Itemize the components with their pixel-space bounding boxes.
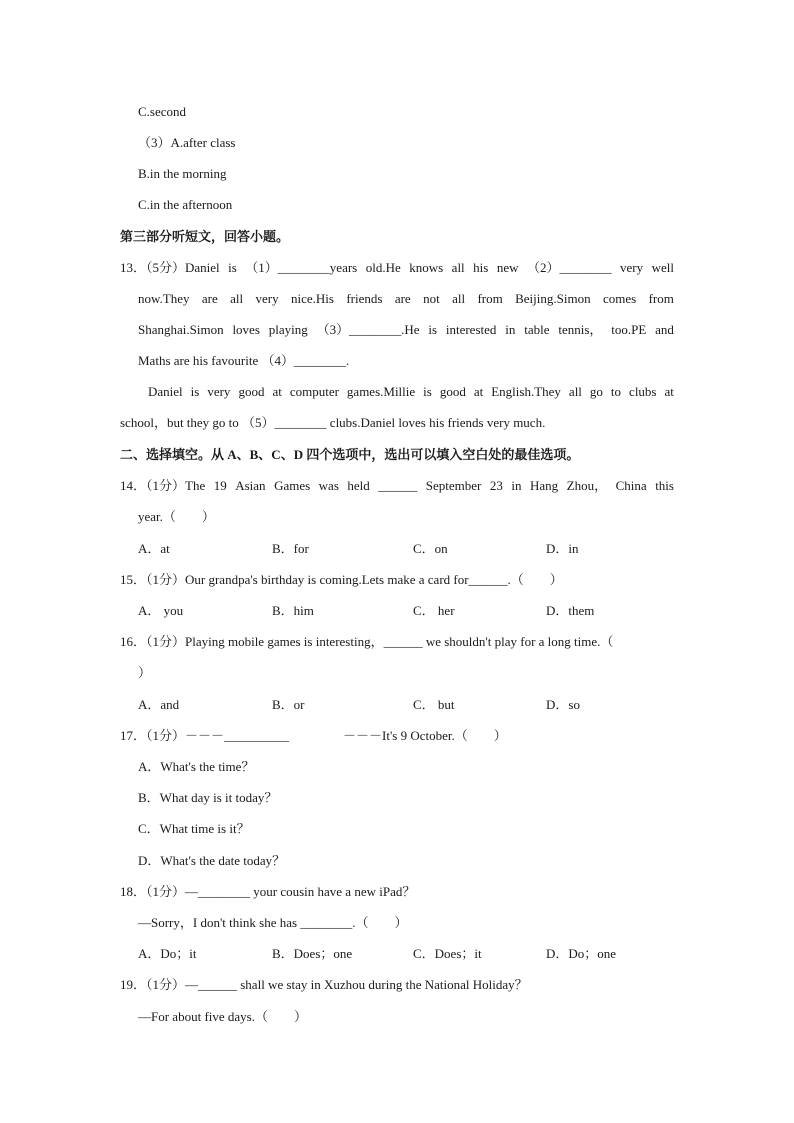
- part3-heading: 第三部分听短文，回答小题。: [120, 229, 290, 244]
- q14-word: Asian: [235, 478, 266, 493]
- q13-line3: [138, 321, 674, 339]
- q13-blank-3: （3）________.He: [316, 322, 420, 337]
- q13-word: are: [394, 291, 411, 306]
- q15-option-d[interactable]: D．them: [546, 603, 595, 618]
- q18-option-c[interactable]: C．Does；it: [413, 946, 482, 961]
- q14-option-c[interactable]: C．on: [413, 541, 448, 556]
- option-line: C.in the afternoon: [138, 197, 233, 212]
- q13-word: knows: [409, 260, 444, 275]
- q13-word: old.He: [365, 260, 401, 275]
- q13-word: table: [524, 322, 550, 337]
- q14-word: September: [425, 478, 482, 493]
- q15-option-a[interactable]: A． you: [138, 603, 184, 618]
- q13-word: from: [477, 291, 503, 306]
- q14-stem: [120, 477, 674, 495]
- q13-blank-2: （2）________: [526, 260, 612, 275]
- q16-stem-line2: ）: [138, 665, 152, 680]
- q13-word: is: [228, 260, 237, 275]
- q14-stem-line2: year.（ ）: [138, 509, 215, 524]
- q13-word: very: [619, 260, 644, 275]
- q18-option-d[interactable]: D．Do；one: [546, 946, 617, 961]
- option-line: （3）A.after class: [138, 135, 236, 150]
- q13-word: loves: [232, 322, 260, 337]
- q14-word: Games: [274, 478, 311, 493]
- q18-stem-line2: —Sorry，I don't think she has ________.（ ）: [138, 915, 408, 930]
- q17-stem-left: 17．（1分）－－－__________: [120, 728, 290, 743]
- q13-blank-1: （1）________years: [245, 260, 358, 275]
- q14-blank: ______: [378, 478, 418, 493]
- q13-line2: [138, 290, 674, 308]
- q14-word: held: [347, 478, 370, 493]
- q13-word: interested: [445, 322, 497, 337]
- q13-line1: [120, 259, 674, 277]
- q14-option-a[interactable]: A．at: [138, 541, 170, 556]
- q13-word: in: [505, 322, 516, 337]
- q13-word: all: [230, 291, 244, 306]
- q13-word: friends: [346, 291, 383, 306]
- q14-word: was: [318, 478, 339, 493]
- q13-word: comes: [602, 291, 637, 306]
- q13-word: not: [423, 291, 440, 306]
- q17-option-a[interactable]: A．What's the time？: [138, 759, 255, 774]
- q13-word: good: [439, 384, 466, 399]
- q13-word: very: [207, 384, 231, 399]
- q13-word: Beijing.Simon: [515, 291, 591, 306]
- q13-word: playing: [268, 322, 308, 337]
- q13-word: go: [589, 384, 603, 399]
- q13-word: now.They: [138, 291, 190, 306]
- q17-stem-right: －－－It's 9 October.（ ）: [343, 728, 507, 743]
- q13-word: good: [238, 384, 265, 399]
- q13-line4: Maths are his favourite （4）________.: [138, 353, 350, 368]
- option-line: C.second: [138, 104, 187, 119]
- q13-word: tennis，: [558, 322, 603, 337]
- option-line: B.in the morning: [138, 166, 227, 181]
- q13-word: is: [190, 384, 200, 399]
- q13-word: from: [648, 291, 674, 306]
- q13-word: all: [451, 260, 465, 275]
- q14-word: Zhou，: [566, 478, 608, 493]
- q13-word: at: [272, 384, 282, 399]
- q13-word: all: [568, 384, 582, 399]
- q14-word: 19: [213, 478, 227, 493]
- q17-option-d[interactable]: D．What's the date today？: [138, 853, 286, 868]
- q13-word: at: [664, 384, 674, 399]
- q14-word: in: [511, 478, 522, 493]
- q13-word: are: [201, 291, 218, 306]
- q16-option-a[interactable]: A．and: [138, 697, 180, 712]
- q13-word: is: [423, 384, 432, 399]
- q13-word: Daniel: [148, 384, 183, 399]
- q14-option-b[interactable]: B．for: [272, 541, 309, 556]
- q14-word: 23: [489, 478, 503, 493]
- q14-option-d[interactable]: D．in: [546, 541, 579, 556]
- q13-word: very: [255, 291, 279, 306]
- q13-word: nice.His: [291, 291, 334, 306]
- q17-option-b[interactable]: B．What day is it today？: [138, 790, 278, 805]
- q13-word: well: [651, 260, 674, 275]
- q14-word: China: [615, 478, 647, 493]
- q16-stem: 16．（1分）Playing mobile games is interesting，______ we shouldn't play for a long time.（: [120, 634, 614, 649]
- q15-stem: 15．（1分）Our grandpa's birthday is coming.Lets make a card for______.（ ）: [120, 572, 563, 587]
- q13-word: 13．（5分）Daniel: [120, 260, 220, 275]
- q13-word: at: [473, 384, 484, 399]
- q13-word: too.PE: [611, 322, 647, 337]
- q13-word: his: [473, 260, 489, 275]
- q18-stem: 18．（1分）—________ your cousin have a new iPad？: [120, 884, 416, 899]
- q13-word: to: [610, 384, 622, 399]
- q18-option-b[interactable]: B．Does；one: [272, 946, 353, 961]
- q13-line6: school，but they go to （5）________ clubs.Daniel loves his friends very much.: [120, 415, 546, 430]
- q14-word: 14．（1分）The: [120, 478, 206, 493]
- q16-option-d[interactable]: D．so: [546, 697, 580, 712]
- q13-word: and: [655, 322, 674, 337]
- q17-option-c[interactable]: C．What time is it？: [138, 821, 250, 836]
- q13-word: new: [496, 260, 519, 275]
- section2-heading: 二、选择填空。从 A、B、C、D 四个选项中，选出可以填入空白处的最佳选项。: [120, 447, 580, 462]
- q13-word: Shanghai.Simon: [138, 322, 224, 337]
- q19-stem: 19．（1分）—______ shall we stay in Xuzhou during the National Holiday？: [120, 977, 528, 992]
- q13-word: games.Millie: [346, 384, 416, 399]
- q13-word: is: [428, 322, 438, 337]
- q13-word: computer: [289, 384, 339, 399]
- q13-word: English.They: [491, 384, 561, 399]
- q19-stem-line2: —For about five days.（ ）: [138, 1009, 307, 1024]
- q15-option-c[interactable]: C． her: [413, 603, 455, 618]
- q18-option-a[interactable]: A．Do；it: [138, 946, 197, 961]
- q13-line5: [148, 383, 674, 401]
- q14-word: this: [655, 478, 674, 493]
- q13-word: clubs: [629, 384, 657, 399]
- q15-option-b[interactable]: B．him: [272, 603, 314, 618]
- q16-option-b[interactable]: B．or: [272, 697, 305, 712]
- q13-word: all: [452, 291, 466, 306]
- q14-word: Hang: [530, 478, 559, 493]
- q16-option-c[interactable]: C． but: [413, 697, 455, 712]
